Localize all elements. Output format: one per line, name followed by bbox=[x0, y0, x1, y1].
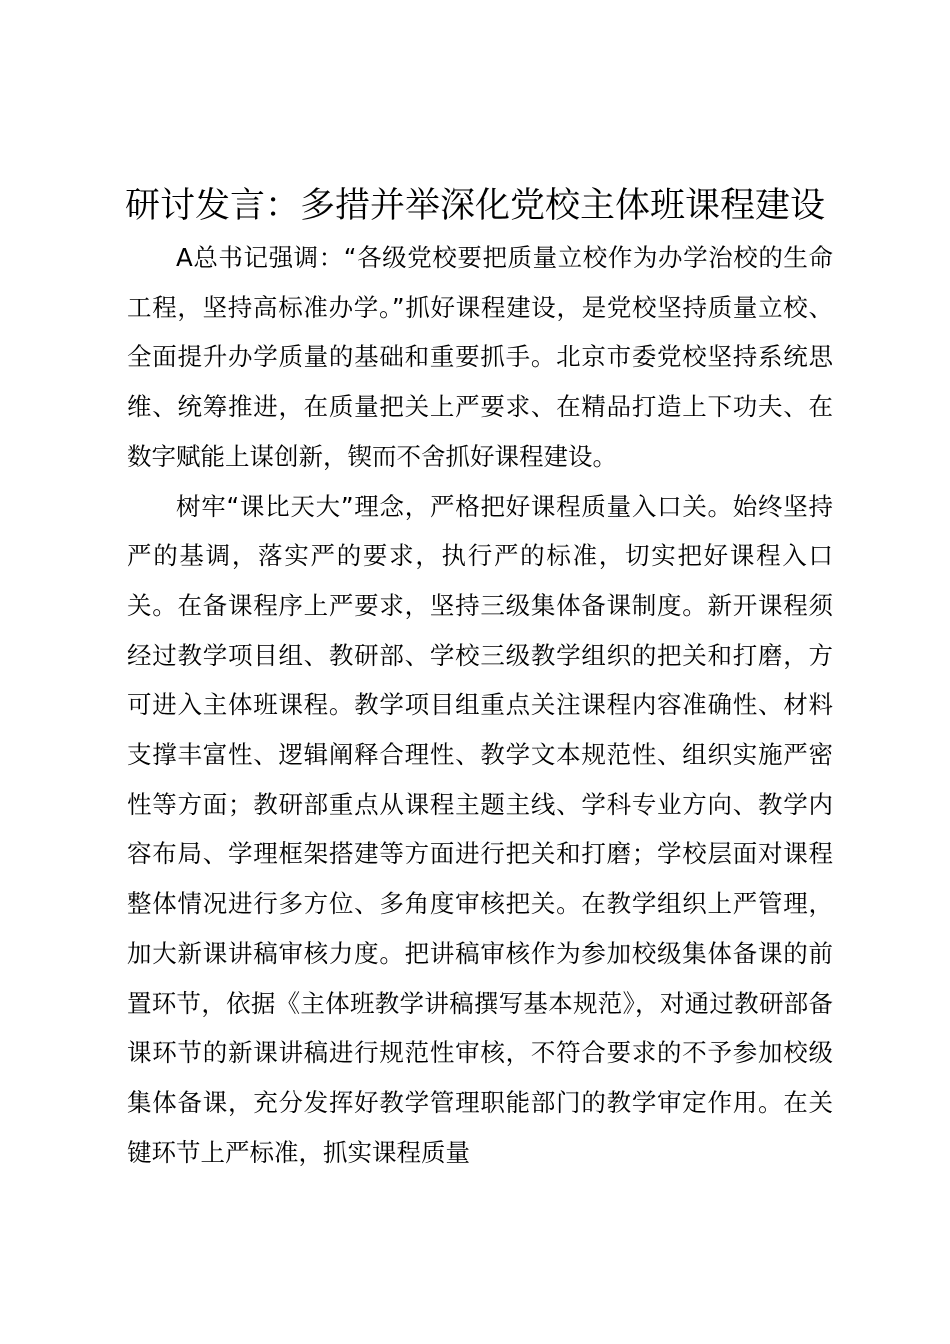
document-title: 研讨发言：多措并举深化党校主体班课程建设 bbox=[124, 186, 825, 226]
paragraph-2: 树牢“课比天大”理念，严格把好课程质量入口关。始终坚持严的基调，落实严的要求，执行严的标准，切实把好课程入口关。在备课程序上严要求，坚持三级集体备课制度。新开课程须经过教学项目组、教研部、学校三级教学组织的把关和打磨，方可进入主体班课程。教学项目组重点关注课程内容准确性、材料支撑丰富性、逻辑阐释合理性、教学文本规范性、组织实施严密性等方面；教研部重点从课程主题主线、学科专业方向、教学内容布局、学理框架搭建等方面进行把关和打磨；学校层面对课程整体情况进行多方位、多角度审核把关。在教学组织上严管理，加大新课讲稿审核力度。把讲稿审核作为参加校级集体备课的前置环节，依据《主体班教学讲稿撰写基本规范》，对通过教研部备课环节的新课讲稿进行规范性审核，不符合要求的不予参加校级集体备课，充分发挥好教学管理职能部门的教学审定作用。在关键环节上严标准，抓实课程质量 bbox=[127, 491, 833, 1167]
document-body bbox=[127, 233, 833, 1177]
paragraph-1: A总书记强调：“各级党校要把质量立校作为办学治校的生命工程，坚持高标准办学。”抓好课程建设，是党校坚持质量立校、全面提升办学质量的基础和重要抓手。北京市委党校坚持系统思维、统筹推进，在质量把关上严要求、在精品打造上下功夫、在数字赋能上谋创新，锲而不舍抓好课程建设。 bbox=[127, 243, 833, 471]
